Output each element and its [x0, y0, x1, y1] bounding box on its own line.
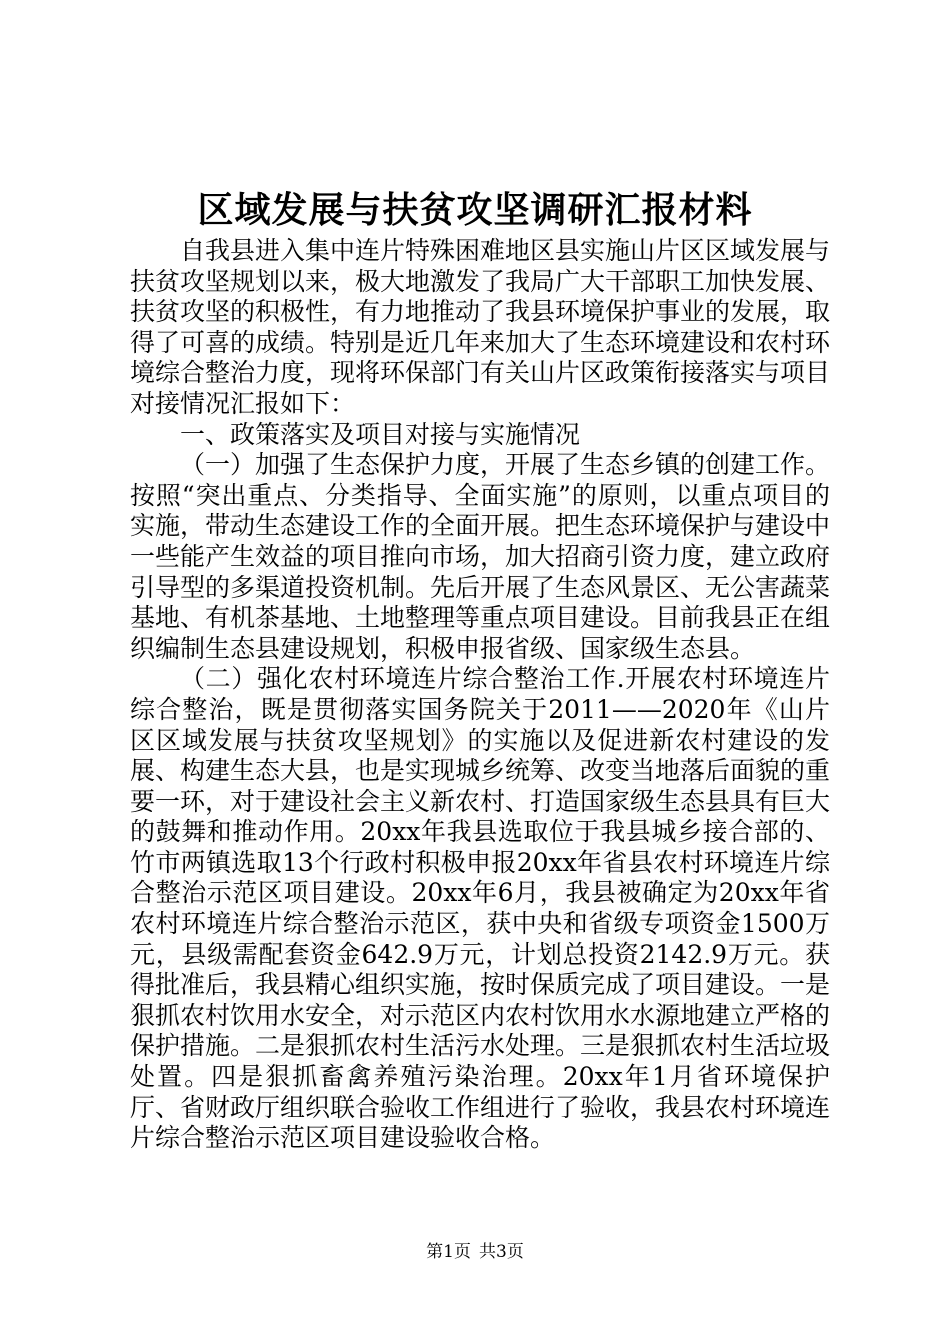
section-paragraph-2: （二）强化农村环境连片综合整治工作.开展农村环境连片综合整治，既是贯彻落实国务院关于2011——2020年《山片区区域发展与扶贫攻坚规划》的实施以及促进新农村建设的发展、构建生态大县，也是实现城乡统筹、改变当地落后面貌的重要一环，对于建设社会主义新农村、打造国家级生态县具有巨大的鼓舞和推动作用。20xx年我县选取位于我县城乡接合部的、竹市两镇选取13个行政村积极申报20xx年省县农村环境连片综合整治示范区项目建设。20xx年6月，我县被确定为20xx年省农村环境连片综合整治示范区，获中央和省级专项资金1500万元，县级需配套资金642.9万元，计划总投资2142.9万元。获得批准后，我县精心组织实施，按时保质完成了项目建设。一是狠抓农村饮用水安全，对示范区内农村饮用水水源地建立严格的保护措施。二是狠抓农村生活污水处理。三是狠抓农村生活垃圾处置。四是狠抓畜禽养殖污染治理。20xx年1月省环境保护厅、省财政厅组织联合验收工作组进行了验收，我县农村环境连片综合整治示范区项目建设验收合格。	[130, 664, 831, 1153]
section-paragraph-1: （一）加强了生态保护力度，开展了生态乡镇的创建工作。按照“突出重点、分类指导、全面实施”的原则，以重点项目的实施，带动生态建设工作的全面开展。把生态环境保护与建设中一些能产生效益的项目推向市场，加大招商引资力度，建立政府引导型的多渠道投资机制。先后开展了生态风景区、无公害蔬菜基地、有机茶基地、土地整理等重点项目建设。目前我县正在组织编制生态县建设规划，积极申报省级、国家级生态县。	[130, 450, 831, 663]
section-heading: 一、政策落实及项目对接与实施情况	[180, 419, 581, 449]
document-title: 区域发展与扶贫攻坚调研汇报材料	[197, 189, 753, 231]
page-total: 共3页	[479, 1242, 524, 1262]
intro-paragraph: 自我县进入集中连片特殊困难地区县实施山片区区域发展与扶贫攻坚规划以来，极大地激发了我局广大干部职工加快发展、扶贫攻坚的积极性，有力地推动了我县环境保护事业的发展，取得了可喜的成绩。特别是近几年来加大了生态环境建设和农村环境综合整治力度，现将环保部门有关山片区政策衔接落实与项目对接情况汇报如下：	[130, 236, 831, 418]
document-body	[130, 236, 830, 1154]
page-footer	[0, 1241, 950, 1263]
page-number: 第1页	[426, 1242, 471, 1262]
